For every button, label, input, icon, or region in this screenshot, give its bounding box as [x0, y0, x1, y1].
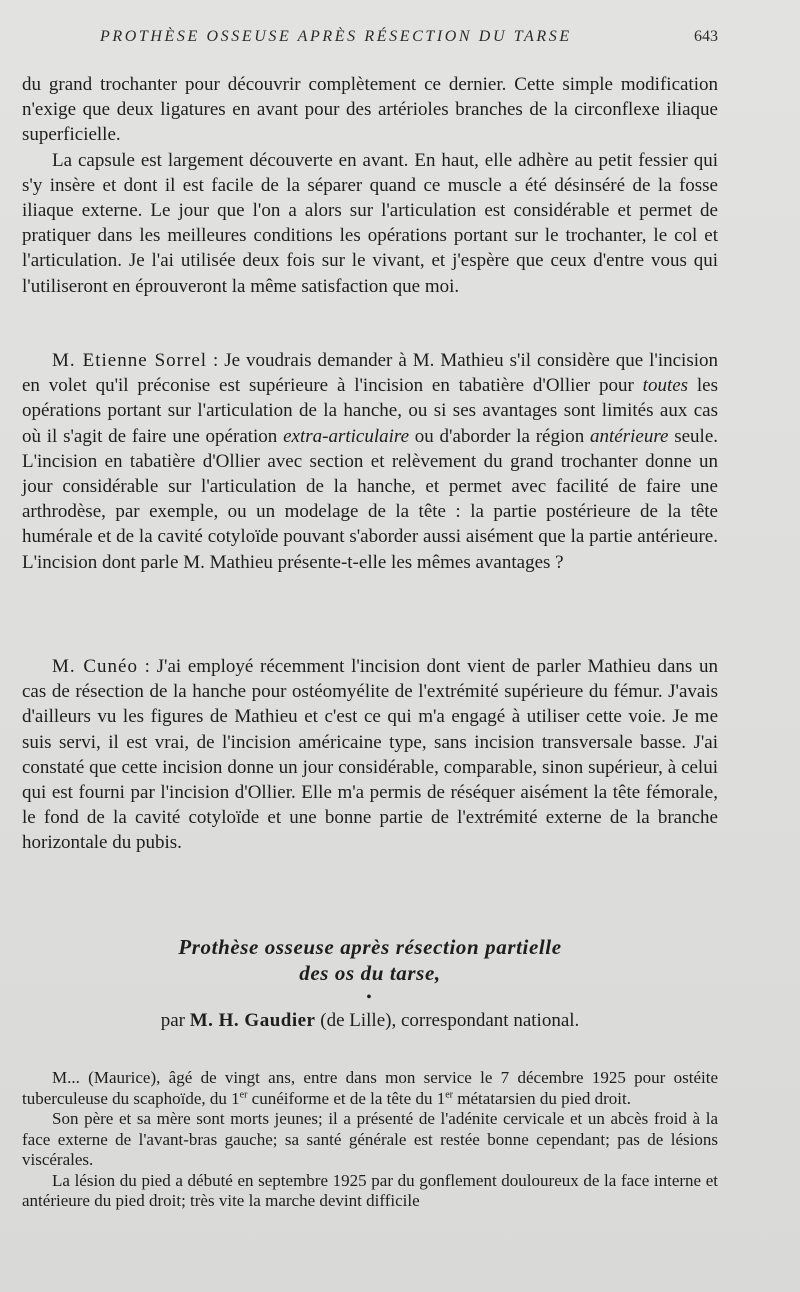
speaker-sorrel: M. Etienne Sorrel — [52, 350, 208, 371]
paragraph-cuneo — [22, 654, 718, 856]
paragraph-lesion-onset: La lésion du pied a débuté en septembre 1925 par du gonflement douloureux de la face interne et antérieure du pied droit; très vite la marche devint difficile — [22, 1170, 718, 1210]
closing-paragraphs — [22, 72, 718, 299]
paragraph-capsule: La capsule est largement découverte en avant. En haut, elle adhère au petit fessier qui s'y insère et dont il est facile de la séparer quand ce muscle a été désinséré de la fosse iliaque externe. Le jour que l'on a alors sur l'articulation est considérable et permet de pratiquer dans les meilleures conditions les opérations portant sur le trochanter, le col et l'articulation. Je l'ai utilisée deux fois sur le vivant, et j'espère que ceux d'entre vous qui l'utiliseront en éprouveront la même satisfaction que moi. — [22, 149, 718, 297]
sorrel-text-3: ou d'aborder la région — [409, 425, 590, 447]
case-intro-text-1: M... (Maurice), âgé de vingt ans, entre dans mon service le 7 décembre 1925 pour ostéite tuberculeuse du scaphoïde, du 1 — [22, 1068, 718, 1108]
sorrel-text-2: les opérations portant sur l'articulation de la hanche, ou si ses avantages sont limités aux cas où il s'agit de faire une opération — [22, 375, 719, 447]
sorrel-text-4: seule. L'incision en tabatière d'Ollier avec section et relèvement du grand trochanter donne un jour considérable sur l'articulation de la hanche, et permet avec facilité de faire une arthrodèse, par exemple, ou un modelage de la tête : la partie postérieure de la tête humérale et de la cavité cotyloïde pouvant s'aborder aussi aisément que la partie antérieure. L'incision dont parle M. Mathieu présente-t-elle les mêmes avantages ? — [22, 425, 718, 573]
separator-dot: • — [366, 990, 372, 1005]
case-intro-text-3: métatarsien du pied droit. — [452, 1088, 631, 1108]
running-head — [22, 28, 718, 52]
superscript-er-1: er — [239, 1088, 248, 1100]
case-intro-text-2: cunéiforme et de la tête du 1 — [247, 1088, 446, 1108]
paragraph-case-intro — [22, 1068, 718, 1109]
case-report — [22, 1068, 718, 1212]
discussion-sorrel — [22, 348, 718, 575]
speaker-cuneo: M. Cunéo — [52, 656, 138, 677]
paragraph-trochanter: du grand trochanter pour découvrir complètement ce dernier. Cette simple modification n'exige que deux ligatures en avant pour des artérioles branches de la circonflexe iliaque superficielle. — [22, 74, 718, 146]
sorrel-emphasis-2: extra-articulaire — [283, 425, 410, 447]
byline — [22, 1008, 718, 1034]
sorrel-emphasis-1: toutes — [642, 375, 689, 397]
author-name: M. H. Gaudier — [189, 1010, 316, 1031]
running-title: PROTHÈSE OSSEUSE APRÈS RÉSECTION DU TARSE — [100, 28, 572, 45]
page-number: 643 — [694, 28, 718, 45]
article-title-line-1: Prothèse osseuse après résection partielle — [178, 935, 562, 959]
discussion-cuneo — [22, 654, 718, 856]
cuneo-text: : J'ai employé récemment l'incision dont vient de parler Mathieu dans un cas de résection de la hanche pour ostéomyélite de l'extrémité supérieure du fémur. J'avais d'ailleurs vu les figures de Mathieu et c'est ce qui m'a engagé à utiliser cette voie. Je me suis servi, il est vrai, de l'incision américaine type, sans incision transversale basse. J'ai constaté que cette incision donne un jour considérable, comparable, sinon supérieur, à celui qui est fourni par l'incision d'Ollier. Elle m'a permis de réséquer aisément la tête fémorale, le fond de la cavité cotyloïde et une bonne partie de l'extrémité externe de la branche horizontale du pubis. — [22, 656, 719, 854]
byline-suffix: (de Lille), correspondant national. — [315, 1010, 580, 1031]
sorrel-text-1: : Je voudrais demander à M. Mathieu s'il considère que l'incision en volet qu'il préconise est supérieure à l'incision en tabatière d'Ollier pour — [22, 350, 719, 397]
paragraph-family-history: Son père et sa mère sont morts jeunes; il a présenté de l'adénite cervicale et un abcès froid à la face externe de l'avant-bras gauche; sa santé générale est restée bonne cependant; pas de lésions viscérales. — [22, 1109, 718, 1169]
sorrel-emphasis-3: antérieure — [590, 425, 669, 447]
superscript-er-2: er — [445, 1088, 453, 1100]
article-title-line-2: des os du tarse, — [299, 961, 441, 985]
paragraph-sorrel — [22, 348, 718, 575]
byline-prefix: par — [160, 1010, 190, 1031]
